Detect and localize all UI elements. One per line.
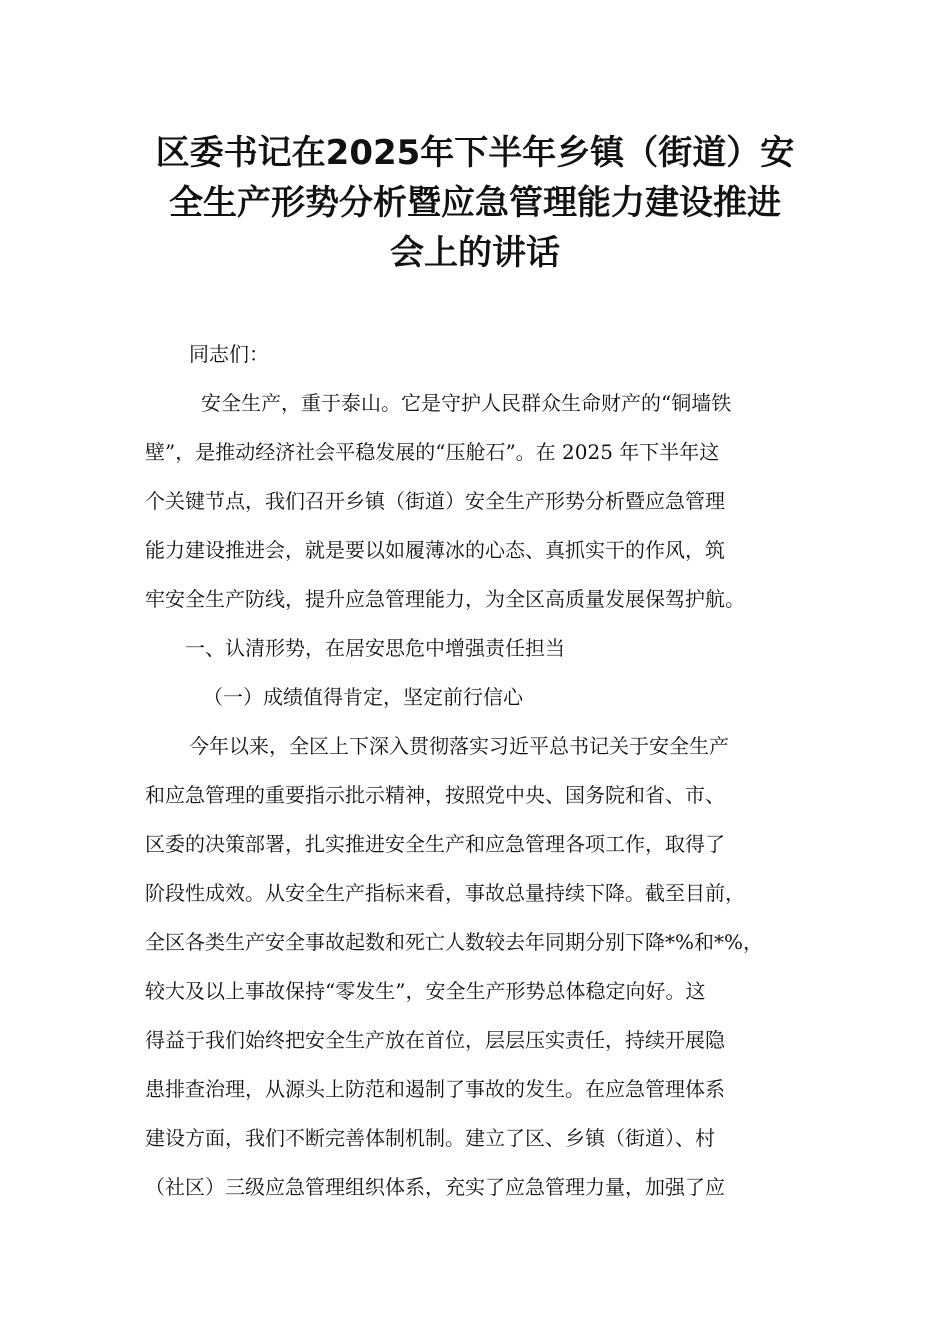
title-line-1: 区委书记在2025年下半年乡镇（街道）安 xyxy=(155,133,795,173)
paragraph2-line-5: 全区各类生产安全事故起数和死亡人数较去年同期分别下降*%和*%， xyxy=(145,930,764,954)
paragraph1-line-4: 能力建设推进会，就是要以如履薄冰的心态、真抓实干的作风，筑 xyxy=(145,538,725,562)
paragraph2-line-9: 建设方面，我们不断完善体制机制。建立了区、乡镇（街道）、村 xyxy=(145,1126,715,1150)
subsection-heading-1: （一）成绩值得肯定，坚定前行信心 xyxy=(203,685,523,709)
paragraph2-line-2: 和应急管理的重要指示批示精神，按照党中央、国务院和省、市、 xyxy=(145,783,725,807)
title-line-2: 全生产形势分析暨应急管理能力建设推进 xyxy=(169,183,781,223)
document-title xyxy=(120,128,830,278)
title-line-3: 会上的讲话 xyxy=(390,233,560,273)
paragraph2-line-1: 今年以来，全区上下深入贯彻落实习近平总书记关于安全生产 xyxy=(189,734,729,758)
section-heading-1: 一、认清形势，在居安思危中增强责任担当 xyxy=(185,636,565,660)
paragraph1-line-2: 壁”，是推动经济社会平稳发展的“压舱石”。在 2025 年下半年这 xyxy=(145,440,720,464)
paragraph2-line-3: 区委的决策部署，扎实推进安全生产和应急管理各项工作，取得了 xyxy=(145,832,725,856)
salutation: 同志们： xyxy=(189,342,269,366)
paragraph2-line-4: 阶段性成效。从安全生产指标来看，事故总量持续下降。截至目前， xyxy=(145,881,745,905)
document-body xyxy=(145,330,825,1212)
paragraph2-line-6: 较大及以上事故保持“零发生”，安全生产形势总体稳定向好。这 xyxy=(145,979,706,1003)
paragraph2-line-7: 得益于我们始终把安全生产放在首位，层层压实责任，持续开展隐 xyxy=(145,1028,725,1052)
paragraph2-line-8: 患排查治理，从源头上防范和遏制了事故的发生。在应急管理体系 xyxy=(145,1077,725,1101)
paragraph1-line-3: 个关键节点，我们召开乡镇（街道）安全生产形势分析暨应急管理 xyxy=(145,489,725,513)
paragraph2-line-10: （社区）三级应急管理组织体系，充实了应急管理力量，加强了应 xyxy=(145,1175,725,1199)
paragraph1-line-5: 牢安全生产防线，提升应急管理能力，为全区高质量发展保驾护航。 xyxy=(145,587,745,611)
paragraph1-line-1: 安全生产，重于泰山。它是守护人民群众生命财产的“铜墙铁 xyxy=(201,391,732,415)
